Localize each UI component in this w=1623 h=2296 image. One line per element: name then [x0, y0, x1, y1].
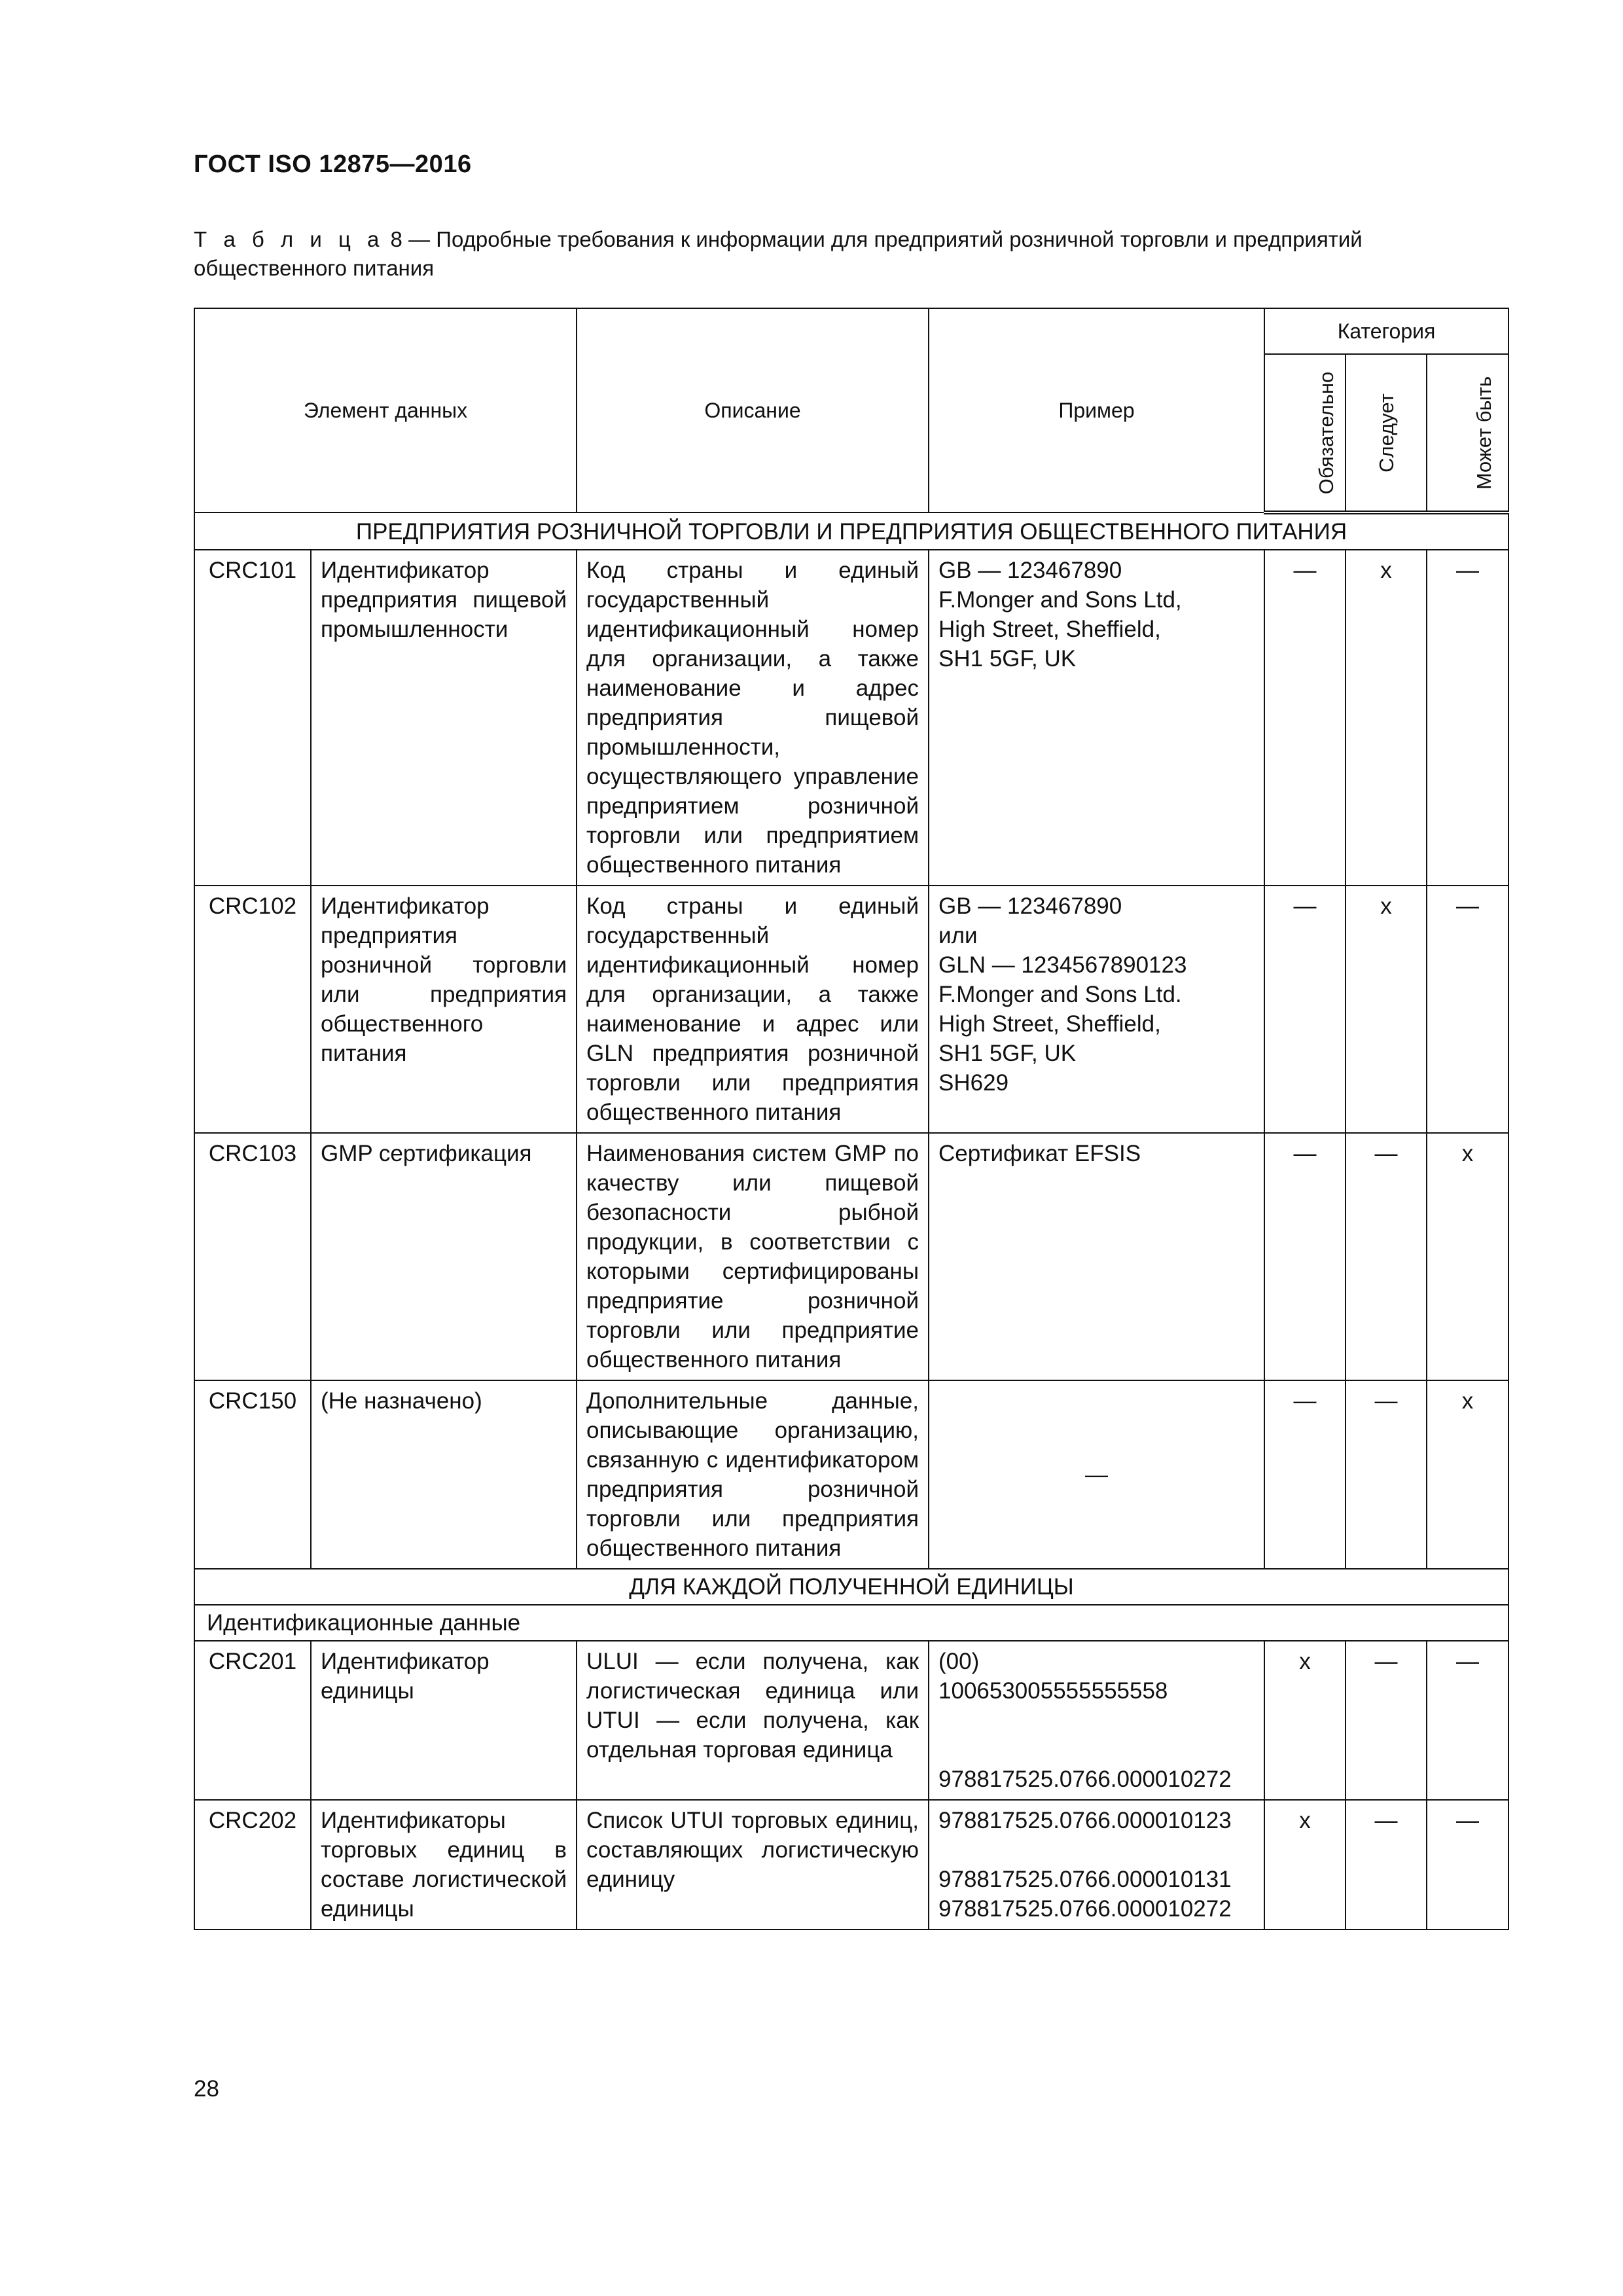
table-row [194, 1380, 1508, 1569]
section-title-each-unit: ДЛЯ КАЖДОЙ ПОЛУЧЕННОЙ ЕДИНИЦЫ [194, 1569, 1508, 1605]
header-example: Пример [929, 308, 1264, 512]
row-element: Идентификаторы торговых единиц в составе логистической единицы [311, 1800, 577, 1929]
row-mandatory: x [1264, 1800, 1346, 1929]
row-code: CRC202 [194, 1800, 311, 1929]
row-description: Код страны и единый государственный идентификационный номер для организации, а также наименование и адрес или GLN предприятия розничной торговли или предприятия общественного питания [577, 886, 929, 1133]
table-row [194, 886, 1508, 1133]
row-code: CRC201 [194, 1641, 311, 1800]
row-mandatory: — [1264, 550, 1346, 886]
header-should-cell [1346, 354, 1427, 512]
row-description: Наименования систем GMP по качеству или пищевой безопасности рыбной продукции, в соответствии с которыми сертифицированы предприятие розничной торговли или предприятие общественного питания [577, 1133, 929, 1380]
header-element: Элемент данных [194, 308, 577, 512]
row-mandatory: x [1264, 1641, 1346, 1800]
table-row [194, 1641, 1508, 1800]
row-code: CRC103 [194, 1133, 311, 1380]
row-may: — [1427, 550, 1508, 886]
row-example: (00) 100653005555555558 978817525.0766.000010272 [929, 1641, 1264, 1800]
table-row [194, 1800, 1508, 1929]
row-example: GB — 123467890 F.Monger and Sons Ltd, High Street, Sheffield, SH1 5GF, UK [929, 550, 1264, 886]
row-element: Идентификатор предприятия пищевой промышленности [311, 550, 577, 886]
row-may: — [1427, 1800, 1508, 1929]
row-mandatory: — [1264, 1133, 1346, 1380]
table-row [194, 1133, 1508, 1380]
row-description: Список UTUI торговых единиц, составляющих логистическую единицу [577, 1800, 929, 1929]
group-row-identification [194, 1605, 1508, 1641]
row-element: (Не назначено) [311, 1380, 577, 1569]
section-row-retail [194, 512, 1508, 550]
table-row [194, 550, 1508, 886]
header-may: Может быть [1472, 376, 1496, 490]
header-description: Описание [577, 308, 929, 512]
header-category: Категория [1264, 308, 1508, 354]
table-caption [194, 225, 1509, 283]
header-should: Следует [1374, 393, 1398, 473]
row-should: x [1346, 550, 1427, 886]
row-description: Код страны и единый государственный идентификационный номер для организации, а также наименование и адрес предприятия пищевой промышленности, осуществляющего управление предприятием розничной торговли или предприятием общественного питания [577, 550, 929, 886]
row-mandatory: — [1264, 1380, 1346, 1569]
row-should: — [1346, 1133, 1427, 1380]
row-code: CRC150 [194, 1380, 311, 1569]
row-should: — [1346, 1380, 1427, 1569]
header-row-top [194, 308, 1508, 354]
document-header: ГОСТ ISO 12875—2016 [194, 151, 472, 178]
header-mandatory: Обязательно [1315, 371, 1338, 494]
row-element: Идентификатор предприятия розничной торговли или предприятия общественного питания [311, 886, 577, 1133]
page-number: 28 [194, 2076, 219, 2102]
header-may-cell [1427, 354, 1508, 512]
row-should: — [1346, 1641, 1427, 1800]
row-element: Идентификатор единицы [311, 1641, 577, 1800]
section-title-retail: ПРЕДПРИЯТИЯ РОЗНИЧНОЙ ТОРГОВЛИ И ПРЕДПРИЯТИЯ ОБЩЕСТВЕННОГО ПИТАНИЯ [194, 512, 1508, 550]
caption-text: 8 — Подробные требования к информации для предприятий розничной торговли и предприятий общественного питания [194, 227, 1363, 280]
row-code: CRC101 [194, 550, 311, 886]
row-code: CRC102 [194, 886, 311, 1133]
row-description: Дополнительные данные, описывающие организацию, связанную с идентификатором предприятия розничной торговли или предприятия общественного питания [577, 1380, 929, 1569]
row-mandatory: — [1264, 886, 1346, 1133]
row-description: ULUI — если получена, как логистическая единица или UTUI — если получена, как отдельная торговая единица [577, 1641, 929, 1800]
row-may: — [1427, 1641, 1508, 1800]
section-row-each-unit [194, 1569, 1508, 1605]
row-should: x [1346, 886, 1427, 1133]
header-mandatory-cell [1264, 354, 1346, 512]
row-example: Сертификат EFSIS [929, 1133, 1264, 1380]
group-title-identification: Идентификационные данные [194, 1605, 1508, 1641]
caption-prefix: Т а б л и ц а [194, 227, 385, 251]
row-should: — [1346, 1800, 1427, 1929]
row-example: 978817525.0766.000010123 978817525.0766.000010131 978817525.0766.000010272 [929, 1800, 1264, 1929]
row-example: — [929, 1380, 1264, 1569]
row-element: GMP сертификация [311, 1133, 577, 1380]
row-may: x [1427, 1133, 1508, 1380]
row-may: x [1427, 1380, 1508, 1569]
row-example: GB — 123467890 или GLN — 1234567890123 F.Monger and Sons Ltd. High Street, Sheffield, SH1 5GF, UK SH629 [929, 886, 1264, 1133]
requirements-table [194, 308, 1509, 1930]
row-may: — [1427, 886, 1508, 1133]
